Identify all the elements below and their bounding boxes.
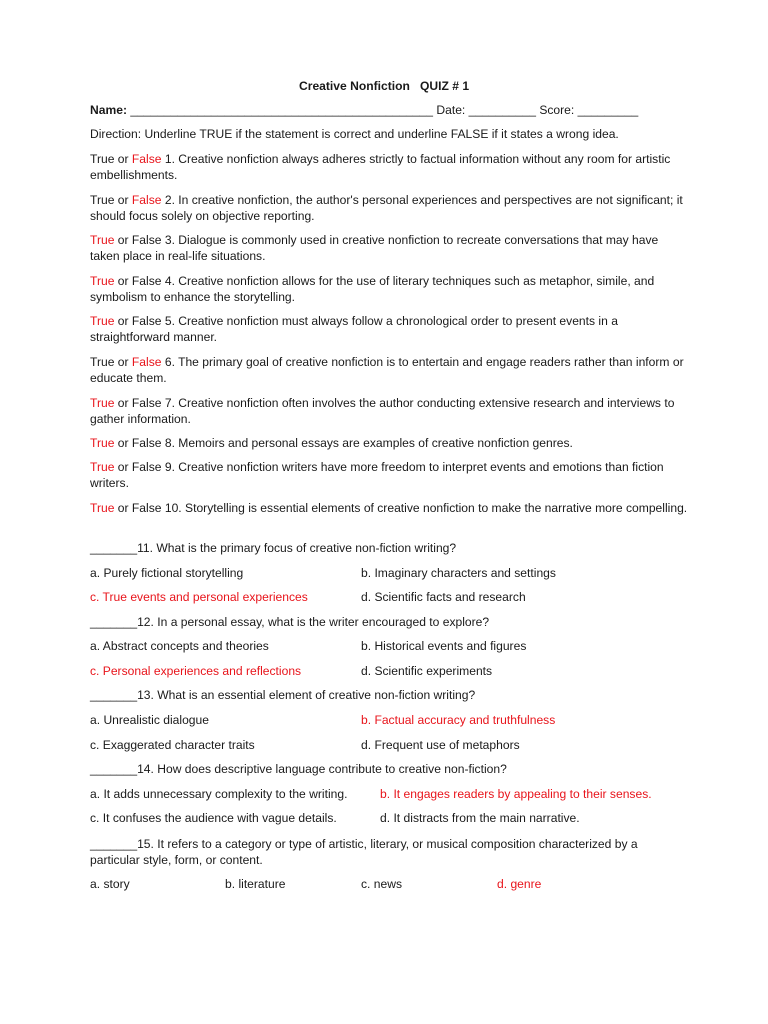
date-blank: __________: [468, 103, 536, 117]
tf-item: [90, 232, 690, 264]
tf-statement: 2. In creative nonfiction, the author's personal experiences and perspectives are not significant; it should focus solely on objective reporting.: [90, 193, 683, 223]
false-option: False: [131, 436, 162, 450]
mc-question: _______14. How does descriptive language contribute to creative non-fiction?: [90, 762, 507, 776]
true-option: True: [90, 274, 115, 288]
true-option: True: [90, 396, 115, 410]
or-text: or: [114, 501, 132, 515]
tf-statement: 1. Creative nonfiction always adheres strictly to factual information without any room for artistic embellishments.: [90, 152, 671, 182]
true-option: True: [90, 501, 115, 515]
mc-option-c: c. Exaggerated character traits: [90, 738, 255, 752]
direction-text: Direction: Underline TRUE if the statement is correct and underline FALSE if it states a wrong idea.: [90, 127, 619, 141]
tf-statement: 10. Storytelling is essential elements of creative nonfiction to make the narrative more compelling.: [161, 501, 688, 515]
name-blank: _____________________________________________: [130, 103, 434, 117]
mc-option-b: b. Imaginary characters and settings: [361, 566, 556, 580]
tf-statement: 5. Creative nonfiction must always follow a chronological order to present events in a straightforward manner.: [90, 314, 618, 344]
title-text: Creative Nonfiction: [299, 79, 410, 93]
false-option: False: [131, 193, 162, 207]
tf-statement: 8. Memoirs and personal essays are examples of creative nonfiction genres.: [161, 436, 573, 450]
tf-item: [90, 435, 690, 451]
tf-item: [90, 500, 690, 516]
mc-option-d: d. Scientific experiments: [361, 664, 493, 678]
tf-statement: 6. The primary goal of creative nonfiction is to entertain and engage readers rather than inform or educate them.: [90, 355, 684, 385]
tf-item: [90, 459, 690, 491]
false-option: False: [131, 396, 162, 410]
mc-option-a: a. It adds unnecessary complexity to the writing.: [90, 787, 348, 801]
tf-item: [90, 354, 690, 386]
or-text: or: [114, 396, 132, 410]
tf-item: [90, 273, 690, 305]
true-option: True: [90, 314, 115, 328]
mc-option-a: a. Purely fictional storytelling: [90, 566, 244, 580]
score-label: Score:: [539, 103, 575, 117]
quiz-number: QUIZ # 1: [419, 79, 470, 93]
false-option: False: [131, 460, 162, 474]
true-option: True: [90, 193, 115, 207]
true-option: True: [90, 233, 115, 247]
or-text: or: [114, 314, 132, 328]
tf-statement: 7. Creative nonfiction often involves the author conducting extensive research and interviews to gather information.: [90, 396, 675, 426]
or-text: or: [114, 193, 132, 207]
or-text: or: [114, 152, 132, 166]
mc-option-c: c. news: [361, 877, 402, 891]
info-row: [90, 103, 638, 117]
false-option: False: [131, 233, 162, 247]
true-option: True: [90, 436, 115, 450]
mc-option-c: c. True events and personal experiences: [90, 590, 308, 604]
mc-option-b: b. literature: [225, 877, 286, 891]
false-option: False: [131, 152, 162, 166]
tf-item: [90, 313, 690, 345]
mc-option-a: a. Unrealistic dialogue: [90, 713, 209, 727]
true-option: True: [90, 355, 115, 369]
mc-option-b: b. Historical events and figures: [361, 639, 527, 653]
date-label: Date:: [436, 103, 466, 117]
false-option: False: [131, 355, 162, 369]
or-text: or: [114, 274, 132, 288]
name-label: Name:: [90, 103, 127, 117]
or-text: or: [114, 355, 132, 369]
mc-option-d: d. Scientific facts and research: [361, 590, 526, 604]
false-option: False: [131, 314, 162, 328]
page-title: [299, 79, 469, 93]
mc-question: _______12. In a personal essay, what is the writer encouraged to explore?: [90, 615, 490, 629]
false-option: False: [131, 274, 162, 288]
or-text: or: [114, 233, 132, 247]
mc-question: _______11. What is the primary focus of creative non-fiction writing?: [90, 541, 457, 555]
false-option: False: [131, 501, 162, 515]
mc-option-a: a. Abstract concepts and theories: [90, 639, 269, 653]
mc-question: _______15. It refers to a category or type of artistic, literary, or musical composition characterized by a particular style, form, or content.: [90, 837, 638, 867]
mc-option-a: a. story: [90, 877, 130, 891]
score-blank: _________: [577, 103, 639, 117]
or-text: or: [114, 436, 132, 450]
tf-item: [90, 192, 690, 224]
mc-option-d: d. It distracts from the main narrative.: [380, 811, 580, 825]
tf-statement: 3. Dialogue is commonly used in creative nonfiction to recreate conversations that may have taken place in real-life situations.: [90, 233, 659, 263]
true-option: True: [90, 460, 115, 474]
mc-option-b: b. Factual accuracy and truthfulness: [361, 713, 556, 727]
mc-option-c: c. Personal experiences and reflections: [90, 664, 302, 678]
mc-question: _______13. What is an essential element of creative non-fiction writing?: [90, 688, 476, 702]
or-text: or: [114, 460, 132, 474]
tf-item: [90, 151, 690, 183]
tf-item: [90, 395, 690, 427]
tf-statement: 9. Creative nonfiction writers have more freedom to interpret events and emotions than fiction writers.: [90, 460, 664, 490]
mc-option-b: b. It engages readers by appealing to their senses.: [380, 787, 652, 801]
tf-statement: 4. Creative nonfiction allows for the use of literary techniques such as metaphor, simile, and symbolism to enhance the storytelling.: [90, 274, 655, 304]
mc-option-d: d. genre: [497, 877, 542, 891]
mc-option-c: c. It confuses the audience with vague details.: [90, 811, 337, 825]
true-option: True: [90, 152, 115, 166]
mc-option-d: d. Frequent use of metaphors: [361, 738, 520, 752]
